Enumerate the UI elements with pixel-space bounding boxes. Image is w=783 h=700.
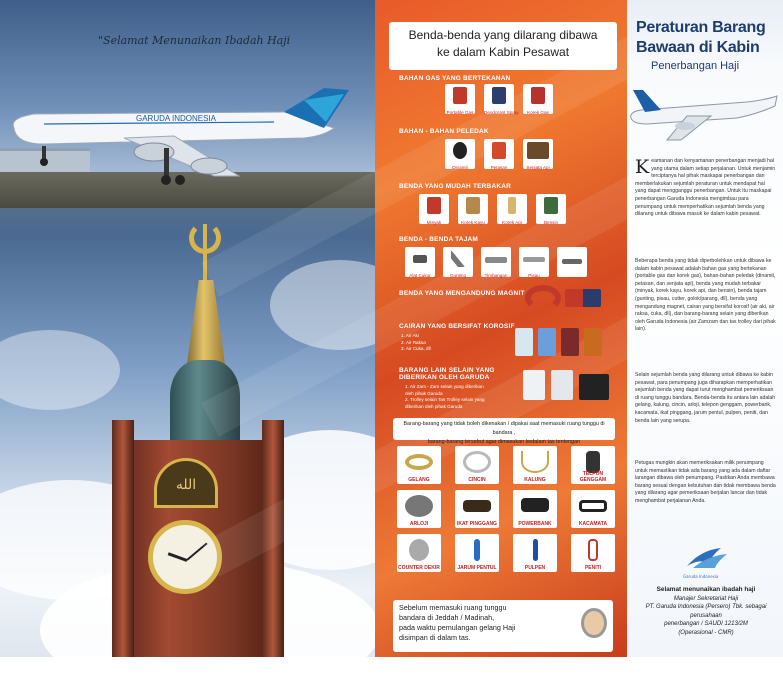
subtext-line: 1. Air Zam - Zam selain yang diberikan xyxy=(405,384,484,389)
firearm-icon xyxy=(527,142,549,159)
section-title: BAHAN GAS YANG BERTEKANAN xyxy=(399,75,511,82)
item-tile xyxy=(484,84,519,115)
liquid-bottle-icon xyxy=(584,328,602,356)
left-panel xyxy=(0,0,375,657)
jerry-can-icon xyxy=(544,197,558,214)
safety-pin-icon xyxy=(588,539,598,561)
inspection-paragraph: Petugas mungkin akan memeriksakan milik penumpang untuk memastikan tidak ada barang yang ada dalam daftar larangan dibawa oleh penumpang. Pastikan Anda membawa barang sesuai dengan kebutuhan dan tidak membawa benda yang dilarang agar pemeriksaan berjalan lancar dan tidak menghambat perjalanan Anda. xyxy=(635,460,776,504)
paragraph-text: eamanan dan kenyamanan penerbangan menjadi hal yang utama dalam setiap perjalanan. Untuk menjamin terciptanya hal pihak maskapai penerbangan dan memberlakukan sejumlah peraturan untuk mendapat hal yang dapat mengganggu penerbangan. Untuk itu maskapai penerbangan Garuda Indonesia mengimbau para penumpang untuk memperhatikan sejumlah benda yang dilarang untuk dibawa masuk ke dalam kabin pesawat. xyxy=(635,158,776,218)
necklace-icon xyxy=(521,451,549,473)
firecracker-icon xyxy=(492,142,506,159)
poster-title-line1: Benda-benda yang dilarang dibawa xyxy=(408,28,598,42)
note-line: bandara di Jeddah / Madinah, xyxy=(399,613,495,622)
item-label: Korek Kayu xyxy=(461,220,485,225)
fuel-can-icon xyxy=(427,197,441,214)
spray-can-icon xyxy=(492,87,506,104)
item-label: TELPON GENGGAM xyxy=(579,471,607,483)
signature-block xyxy=(635,586,777,637)
note-line: barang-barang tersebut agar dimasukan kedalam tas tentengan xyxy=(427,439,581,445)
grid-item xyxy=(513,490,557,528)
item-tile xyxy=(481,247,511,277)
battery-acid-icon xyxy=(515,328,533,356)
knife-icon xyxy=(523,257,545,262)
section-items xyxy=(445,139,553,169)
item-label: Portable Gas xyxy=(446,110,474,115)
item-tile xyxy=(458,194,488,224)
section-items xyxy=(515,328,602,356)
title-line: Peraturan Barang xyxy=(636,19,766,36)
section-items xyxy=(525,285,601,311)
bracelet-icon xyxy=(405,454,433,470)
note-line: pada waktu pemulangan gelang Haji xyxy=(399,623,516,632)
section-items xyxy=(523,370,609,400)
signatory-line: Manajer Sekretariat Haji xyxy=(673,595,739,602)
signatory-line: PT. Garuda Indonesia (Persero) Tbk. sebagai perusahaan xyxy=(645,604,767,619)
item-label: IKAT PINGGANG xyxy=(457,521,497,527)
wearable-items-grid xyxy=(397,446,613,572)
item-tile xyxy=(445,84,475,114)
subtext-line: 2. Trolley selain Tas Trolley selain yang xyxy=(405,397,485,402)
cloud xyxy=(0,330,120,410)
section-items xyxy=(419,194,566,224)
tower-pinnacle xyxy=(203,224,207,284)
note-line: Barang-barang yang tidak boleh dikenakan / dipakai saat memasuki ruang tunggu di bandara , xyxy=(403,421,605,436)
item-label: Korek Gas xyxy=(527,110,549,115)
wrist-bracelet-icon xyxy=(581,608,607,638)
item-tile xyxy=(405,247,435,277)
item-label: COUNTER DEKIR xyxy=(398,565,440,571)
grid-item xyxy=(455,446,499,484)
item-tile xyxy=(443,247,473,277)
subtext-line: oleh pihak Garuda xyxy=(405,390,443,396)
item-label: Pisau xyxy=(528,273,540,278)
item-label: Gunting xyxy=(449,273,467,278)
section-items xyxy=(405,247,587,277)
section-title: CAIRAN YANG BERSIFAT KOROSIF xyxy=(399,323,515,330)
note-line: Sebelum memasuki ruang tunggu xyxy=(399,603,507,612)
haji-bracelet-note xyxy=(393,600,613,652)
item-label: Korek Api xyxy=(502,220,522,225)
tower-turret xyxy=(112,420,134,657)
item-label: KACAMATA xyxy=(578,521,608,527)
liquid-bottle-icon xyxy=(538,328,556,356)
section-title-line: DIBERIKAN OLEH GARUDA xyxy=(399,374,490,381)
blade-icon xyxy=(485,257,507,263)
item-tile xyxy=(523,84,553,114)
greeting-text: "Selamat Menunaikan Ibadah Haji xyxy=(98,34,291,47)
signatory-line: (Operasional - CMR) xyxy=(678,629,734,636)
trolley-bag-icon xyxy=(579,374,609,400)
grid-item xyxy=(455,534,499,572)
match-icon xyxy=(508,197,516,214)
pin-icon xyxy=(474,539,480,561)
item-label: KALUNG xyxy=(524,477,546,483)
wearables-paragraph: Selain sejumlah benda yang dilarang untuk dibawa ke kabin pesawat, para penumpang juga diharapkan memperhatikan sejumlah benda yang dapat turut menghambat pemeriksaan di ruang tunggu bandara. Benda-benda itu antara lain adalah gelang, kalung, cincin, arloji, telepon genggam, powerbank, kacamata, ikat pinggang, jarum pentul, pulpen, peniti, dan benda lain yang serupa. xyxy=(635,372,776,424)
item-label: Deodorant Spray xyxy=(484,110,519,115)
poster-title xyxy=(389,22,617,70)
title-line: Bawaan di Kabin xyxy=(636,39,760,56)
gas-canister-icon xyxy=(453,87,467,104)
belt-icon xyxy=(463,500,491,512)
mobile-phone-icon xyxy=(586,451,600,473)
section-title xyxy=(399,367,495,381)
subtext-line: 2. Air Raksa xyxy=(401,339,426,345)
subtext-line: 1. Air Aki xyxy=(401,333,419,338)
airplane-image xyxy=(627,82,783,146)
section-title: BAHAN - BAHAN PELEDAK xyxy=(399,128,489,135)
water-jug-icon xyxy=(523,370,545,400)
magnet-icon xyxy=(525,285,561,311)
matchbox-icon xyxy=(466,197,480,214)
item-label: GELANG xyxy=(408,477,430,483)
scissors-icon xyxy=(451,250,465,267)
subtext-line: diberikan oleh pihak Garuda xyxy=(405,403,463,409)
ring-icon xyxy=(463,451,491,473)
wristwatch-icon xyxy=(405,495,433,517)
item-label: Alat Cukur xyxy=(409,273,431,278)
item-label: POWERBANK xyxy=(518,521,552,527)
section-title-line: BARANG LAIN SELAIN YANG xyxy=(399,367,495,374)
lighter-icon xyxy=(531,87,545,104)
item-tile xyxy=(557,247,587,277)
section-title: BENDA - BENDA TAJAM xyxy=(399,236,479,243)
item-label: JARUM PENTUL xyxy=(457,565,497,571)
section-subtext xyxy=(401,333,431,353)
regulations-title xyxy=(636,18,765,58)
grid-item xyxy=(455,490,499,528)
item-tile xyxy=(445,139,475,169)
regulations-panel xyxy=(627,0,783,657)
garuda-logo-icon xyxy=(681,544,737,574)
section-title: BENDA YANG MENGANDUNG MAGNIT xyxy=(399,290,525,297)
liquid-bottle-icon xyxy=(561,328,579,356)
section-title: BENDA YANG MUDAH TERBAKAR xyxy=(399,183,512,190)
grid-item xyxy=(397,446,441,484)
razor-icon xyxy=(413,255,427,263)
clock-hour-hand xyxy=(168,552,188,562)
closing-greeting: Selamat menunaikan ibadah haji xyxy=(656,586,756,593)
calligraphy-text: الله xyxy=(175,477,197,493)
subtext-line: 3. Air Cuka, dll xyxy=(401,346,431,351)
item-label: Bensin xyxy=(543,220,559,225)
section-items xyxy=(445,84,553,114)
grid-item xyxy=(571,490,615,528)
poster-title-line2: ke dalam Kabin Pesawat xyxy=(436,45,570,59)
section-subtext xyxy=(405,384,485,410)
item-label: Petasan xyxy=(490,165,508,170)
signatory-line: penerbangan / SAUDI 1213/2M xyxy=(664,621,748,627)
item-tile xyxy=(523,139,553,169)
item-label: Senjata Api xyxy=(526,165,550,170)
pen-icon xyxy=(533,539,538,561)
prohibited-items-poster xyxy=(375,0,627,657)
grid-item xyxy=(571,446,615,484)
item-tile xyxy=(484,139,514,169)
intro-paragraph xyxy=(635,158,777,219)
item-tile xyxy=(497,194,527,224)
airline-livery-text: GARUDA INDONESIA xyxy=(136,114,217,123)
eyeglasses-icon xyxy=(579,500,607,512)
item-label: PENITI xyxy=(584,565,602,571)
garuda-airplane-image xyxy=(4,88,364,193)
item-label: PULPEN xyxy=(524,565,546,571)
grid-item xyxy=(513,446,557,484)
note-line: disimpan di dalam tas. xyxy=(399,633,471,642)
prohibited-paragraph: Beberapa benda yang tidak diperbolehkan untuk dibawa ke dalam kabin pesawat adalah bahan gas yang bertekanan (portable gas dan korek gas), bahan-bahan peledak (dinamit, petasan, dan senjata api), benda yang mudah terbakar (minyak, korek kayu, korek api, dan bensin), benda tajam (gunting, pisau, cutter, golok/parang, dll), benda yang mengandung magnet, cairan yang bersifat korosif (air aki, air raksa, cuka, dll), dan barang-barang selain yang diberikan oleh Garuda Indonesia (air Zamzam dan tas trolley dari pihak lain). xyxy=(635,258,776,333)
item-label: ARLOJI xyxy=(409,521,429,527)
grid-item xyxy=(513,534,557,572)
grid-item xyxy=(397,534,441,572)
dynamite-icon xyxy=(453,142,467,159)
item-tile xyxy=(419,194,449,224)
cutter-icon xyxy=(562,259,582,264)
item-label: Timbangan xyxy=(484,273,508,278)
item-label: Dinamit xyxy=(452,165,468,170)
powerbank-icon xyxy=(521,498,549,512)
item-tile xyxy=(536,194,566,224)
dropcap: K xyxy=(635,156,650,178)
grid-item xyxy=(571,534,615,572)
grid-item xyxy=(397,490,441,528)
trolley-icon xyxy=(551,370,573,400)
regulations-subtitle: Penerbangan Haji xyxy=(651,60,740,72)
logo-text: Garuda Indonesia xyxy=(683,574,719,579)
item-tile xyxy=(519,247,549,277)
bar-magnet-icon xyxy=(565,289,601,307)
tally-counter-icon xyxy=(409,539,429,561)
item-label: Minyak xyxy=(426,220,442,225)
wearable-items-note xyxy=(393,418,615,445)
item-label: CINCIN xyxy=(468,477,486,483)
